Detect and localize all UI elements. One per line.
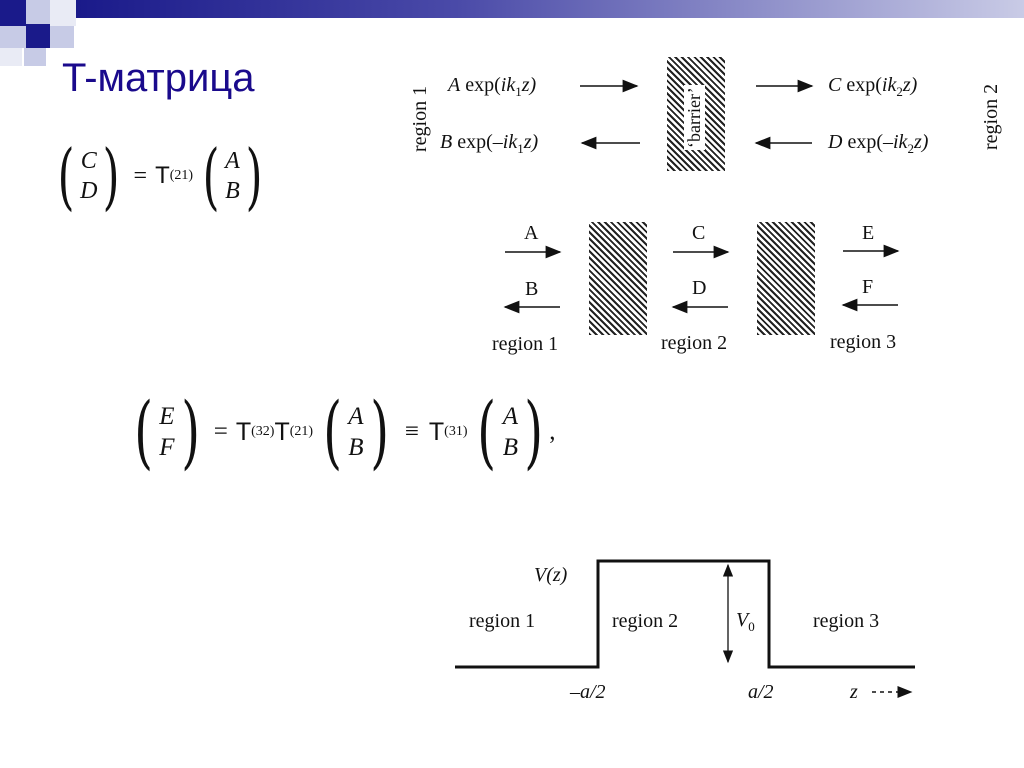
wave-c: C $\exp(ik_2z)$ (828, 74, 918, 99)
page-title: T-матрица (62, 56, 255, 100)
fig3-region-1: region 1 (469, 610, 536, 632)
label-c: C (692, 222, 706, 244)
v0-label: $V_0$ (736, 609, 755, 634)
vz-label: V(z) (534, 564, 568, 586)
rhs-vector: A B (225, 148, 240, 204)
lhs-vector: C D (80, 148, 98, 204)
fig2-region-1: region 1 (492, 333, 559, 355)
label-d: D (692, 277, 707, 299)
fig3-region-3: region 3 (813, 610, 880, 632)
label-b: B (525, 278, 539, 300)
equation-t31: ( E F ) = T (32) T (21) ( A B ) ≡ T (31) ( A B ) , (134, 385, 556, 478)
eq2-mid-vector: A B (348, 402, 364, 461)
z-axis-label: z (850, 681, 858, 703)
fig2-region-3: region 3 (830, 331, 897, 353)
label-f: F (862, 276, 874, 298)
wave-d: D $\exp(-ik_2z)$ (828, 131, 929, 156)
eq2-rhs-vector: A B (502, 402, 518, 461)
left-edge-label: –a/2 (570, 681, 606, 703)
fig1-region-left: region 1 (409, 85, 431, 152)
wave-b: B $\exp(-ik_1z)$ (440, 131, 539, 156)
label-e: E (862, 222, 875, 244)
eq2-lhs-vector: E F (159, 402, 175, 461)
fig3-region-2: region 2 (612, 610, 679, 632)
equation-t21: ( C D ) = T (21) ( A B ) (57, 134, 263, 218)
wave-a: A $\exp(ik_1z)$ (448, 74, 537, 99)
fig1-region-right: region 2 (980, 83, 1002, 150)
fig2-region-2: region 2 (661, 332, 728, 354)
right-edge-label: a/2 (748, 681, 774, 703)
label-a: A (524, 222, 539, 244)
barrier-label: ‘barrier’ (684, 87, 704, 148)
